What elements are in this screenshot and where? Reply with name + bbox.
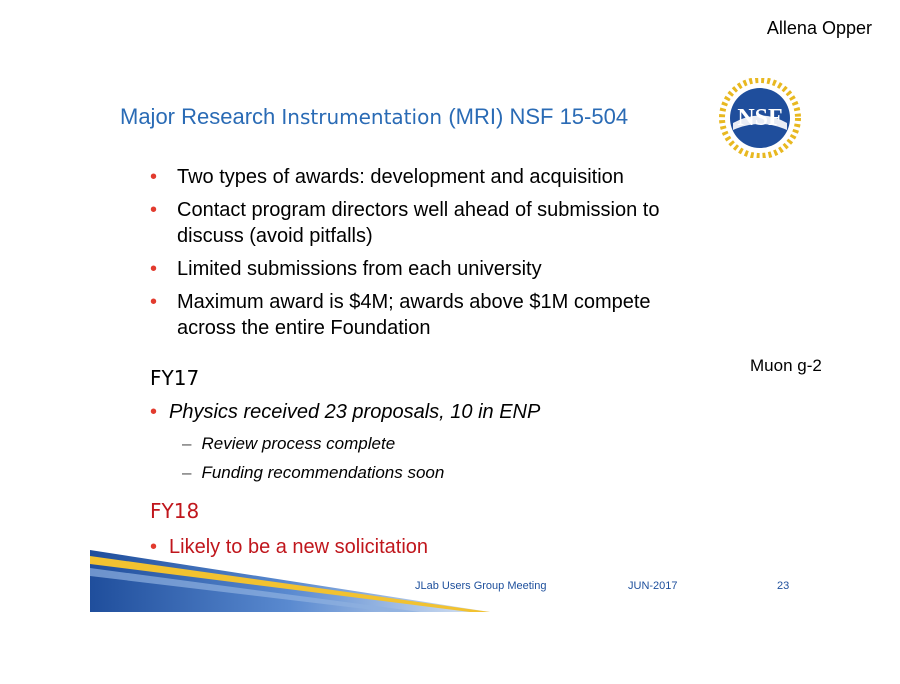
- footer-meeting: JLab Users Group Meeting: [415, 580, 547, 592]
- title-part-3: (MRI) NSF 15-504: [448, 104, 629, 129]
- dash-glyph: –: [182, 463, 192, 482]
- side-note: Muon g-2: [750, 356, 822, 375]
- fy17-sub-item: [182, 463, 444, 483]
- nsf-logo: [715, 78, 805, 158]
- bullet-text: Maximum award is $4M; awards above $1M compete: [177, 291, 651, 313]
- footer-date: JUN-2017: [628, 580, 678, 592]
- bullet-text-continued: discuss (avoid pitfalls): [177, 225, 373, 247]
- fy18-heading: FY18: [150, 499, 200, 523]
- bullet-dot: •: [150, 199, 158, 221]
- sub-item-text: Funding recommendations soon: [201, 463, 445, 482]
- bullet-dot: •: [150, 536, 158, 558]
- list-item: [150, 256, 659, 282]
- title-part-1: Major Research: [120, 104, 282, 129]
- fy18-bullet-text: Likely to be a new solicitation: [169, 536, 429, 558]
- bullet-list: [150, 164, 659, 348]
- nsf-logo-text: NSF: [737, 105, 783, 131]
- fy17-heading: FY17: [150, 366, 200, 390]
- slide-title: [120, 104, 628, 130]
- nsf-seal-icon: [722, 80, 798, 156]
- list-item: [150, 289, 659, 341]
- list-item: [150, 197, 659, 249]
- bullet-text: Two types of awards: development and acquisition: [177, 166, 624, 188]
- bullet-dot: •: [150, 166, 158, 188]
- bullet-dot: •: [150, 401, 158, 423]
- bullet-text: Limited submissions from each university: [177, 258, 542, 280]
- fy17-sub-item: [182, 434, 395, 454]
- bullet-dot: •: [150, 291, 158, 313]
- title-part-2: Instrumentation: [281, 105, 449, 129]
- sub-item-text: Review process complete: [201, 434, 396, 453]
- author-name: Allena Opper: [766, 18, 872, 38]
- list-item: [150, 164, 659, 190]
- footer-page-number: 23: [777, 580, 790, 592]
- bullet-text-continued: across the entire Foundation: [177, 317, 431, 339]
- fy17-bullet-text: Physics received 23 proposals, 10 in ENP: [169, 401, 541, 423]
- bullet-text: Contact program directors well ahead of submission to: [177, 199, 660, 221]
- dash-glyph: –: [182, 434, 192, 453]
- bullet-dot: •: [150, 258, 158, 280]
- fy17-bullet: [150, 401, 540, 424]
